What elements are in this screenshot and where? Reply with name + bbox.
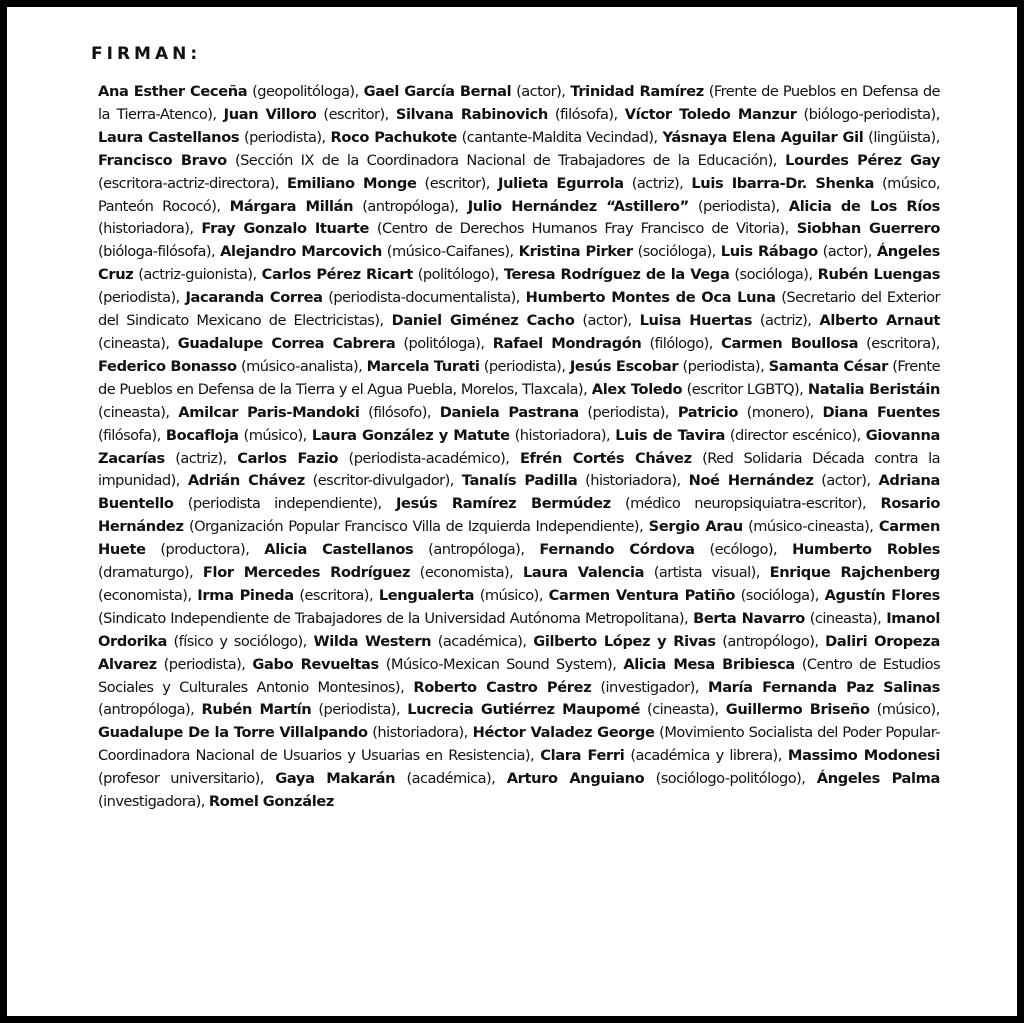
signatory-name: Samanta César: [768, 357, 889, 375]
signatory-description: (escritor-divulgador): [312, 472, 450, 490]
signatory-description: (médico neuropsiquiatra-escritor): [624, 495, 862, 513]
signatory-name: Alejandro Marcovich: [220, 243, 382, 261]
signatory-description: (actriz): [175, 449, 223, 467]
signatory-name: Guadalupe De la Torre Villalpando: [98, 724, 368, 742]
signatory-name: Ángeles Palma: [816, 770, 941, 788]
signatory-name: Irma Pineda: [197, 586, 294, 604]
signatory-description: (físico y sociólogo): [173, 632, 303, 650]
signatory-name: Kristina Pirker: [518, 243, 633, 261]
signatory-description: (Movimiento Socialista del Poder Popular-Coordinadora Nacional de Usuarios y Usuarias en Resistencia): [98, 724, 940, 765]
signatory-description: (economista): [98, 586, 188, 604]
signatory-name: Humberto Montes de Oca Luna: [525, 289, 776, 307]
signatory-description: (músico-cineasta): [748, 518, 870, 536]
signatory-description: (antropóloga): [428, 541, 521, 559]
signatory-name: Teresa Rodríguez de la Vega: [503, 266, 730, 284]
signatory-name: Gilberto López y Rivas: [533, 632, 716, 650]
signatory-description: (actor): [821, 472, 867, 490]
signatory-description: (filósofa): [98, 426, 157, 444]
signatory-description: (Sección IX de la Coordinadora Nacional de Trabajadores de la Educación): [234, 151, 773, 169]
signatory-name: Marcela Turati: [366, 357, 480, 375]
signatory-name: Imanol Ordorika: [98, 609, 941, 650]
signatory-description: (investigadora): [98, 793, 201, 811]
signatory-description: (actor): [822, 243, 868, 261]
signatory-name: Noé Hernández: [688, 472, 814, 490]
signatory-description: (músico-Caifanes): [386, 243, 510, 261]
signatory-name: Carlos Fazio: [237, 449, 339, 467]
signatory-description: (escritora): [299, 586, 369, 604]
signatories-paragraph: Ana Esther Ceceña (geopolitóloga), Gael García Bernal (actor), Trinidad Ramírez (Frente de Pueblos en Defensa de la Tierra-Atenco), Juan Villoro (escritor), Silvana Rabinovich (filósofa), Víctor Toledo Manzur (biólogo-periodista), Laura Castellanos (periodista), Roco Pachukote (cantante-Maldita Vecindad), Yásnaya Elena Aguilar Gil (lingüista), Francisco Bravo (Sección IX de la Coordinadora Nacional de Trabajadores de la Educación), Lourdes Pérez Gay (escritora-actriz-directora), Emiliano Monge (escritor), Julieta Egurrola (actriz), Luis Ibarra-Dr. Shenka (músico, Panteón Rococó), Márgara Millán (antropóloga), Julio Hernández “Astillero” (periodista), Alicia de Los Ríos (historiadora), Fray Gonzalo Ituarte (Centro de Derechos Humanos Fray Francisco de Vitoria), Siobhan Guerrero (bióloga-filósofa), Alejandro Marcovich (músico-Caifanes), Kristina Pirker (socióloga), Luis Rábago (actor), Ángeles Cruz (actriz-guionista), Carlos Pérez Ricart (politólogo), Teresa Rodríguez de la Vega (socióloga), Rubén Luengas (periodista), Jacaranda Correa (periodista-documentalista), Humberto Montes de Oca Luna (Secretario del Exterior del Sindicato Mexicano de Electricistas), Daniel Giménez Cacho (actor), Luisa Huertas (actriz), Alberto Arnaut (cineasta), Guadalupe Correa Cabrera (politóloga), Rafael Mondragón (filólogo), Carmen Boullosa (escritora), Federico Bonasso (músico-analista), Marcela Turati (periodista), Jesús Escobar (periodista), Samanta César (Frente de Pueblos en Defensa de la Tierra y el Agua Puebla, Morelos, Tlaxcala), Alex Toledo (escritor LGBTQ), Natalia Beristáin (cineasta), Amilcar Paris-Mandoki (filósofo), Daniela Pastrana (periodista), Patricio (monero), Diana Fuentes (filósofa), Bocafloja (músico), Laura González y Matute (historiadora), Luis de Tavira (director escénico), Giovanna Zacarías (actriz), Carlos Fazio (periodista-académico), Efrén Cortés Chávez (Red Solidaria Década contra la impunidad), Adrián Chávez (escritor-divulgador), Tanalís Padilla (historiadora), Noé Hernández (actor), Adriana Buentello (periodista independiente), Jesús Ramírez Bermúdez (médico neuropsiquiatra-escritor), Rosario Hernández (Organización Popular Francisco Villa de Izquierda Independiente), Sergio Arau (músico-cineasta), Carmen Huete (productora), Alicia Castellanos (antropóloga), Fernando Córdova (ecólogo), Humberto Robles (dramaturgo), Flor Mercedes Rodríguez (economista), Laura Valencia (artista visual), Enrique Rajchenberg (economista), Irma Pineda (escritora), Lengualerta (músico), Carmen Ventura Patiño (socióloga), Agustín Flores (Sindicato Independiente de Trabajadores de la Universidad Autónoma Metropolitana), Berta Navarro (cineasta), Imanol Ordorika (físico y sociólogo), Wilda Western (académica), Gilberto López y Rivas (antropólogo), Daliri Oropeza Alvarez (periodista), Gabo Revueltas (Músico-Mexican Sound System), Alicia Mesa Bribiesca (Centro de Estudios Sociales y Culturales Antonio Montesinos), Roberto Castro Pérez (investigador), María Fernanda Paz Salinas (antropóloga), Rubén Martín (periodista), Lucrecia Gutiérrez Maupomé (cineasta), Guillermo Briseño (músico), Guadalupe De la Torre Villalpando (historiadora), Héctor Valadez George (Movimiento Socialista del Poder Popular-Coordinadora Nacional de Usuarios y Usuarias en Resistencia), Clara Ferri (académica y librera), Massimo Modonesi (profesor universitario), Gaya Makarán (académica), Arturo Anguiano (sociólogo-politólogo), Ángeles Palma (investigadora), Romel González: [98, 83, 941, 811]
signatory-name: Luis de Tavira: [615, 426, 725, 444]
signatory-description: (Sindicato Independiente de Trabajadores de la Universidad Autónoma Metropolitana): [98, 609, 685, 627]
signatory-description: (Organización Popular Francisco Villa de Izquierda Independiente): [188, 518, 640, 536]
signatory-description: (socióloga): [740, 586, 815, 604]
signatory-name: Gaya Makarán: [275, 770, 396, 788]
signatory-name: Luis Rábago: [720, 243, 818, 261]
signatory-name: Lengualerta: [378, 586, 475, 604]
signatory-name: Daniela Pastrana: [439, 403, 579, 421]
signatory-name: Alberto Arnaut: [819, 312, 941, 330]
signatory-name: Ana Esther Ceceña: [98, 83, 248, 100]
signatory-name: Héctor Valadez George: [472, 724, 655, 742]
signatory-description: (historiadora): [585, 472, 677, 490]
signatory-description: (actriz-guionista): [138, 266, 253, 284]
signatory-name: Alicia Castellanos: [264, 541, 414, 559]
signatory-name: Wilda Western: [313, 632, 432, 650]
signatory-description: (monero): [746, 403, 810, 421]
signatory-description: (politólogo): [417, 266, 495, 284]
signatory-name: Yásnaya Elena Aguilar Gil: [662, 128, 864, 146]
signatory-description: (Frente de Pueblos en Defensa de la Tierra y el Agua Puebla, Morelos, Tlaxcala): [98, 357, 941, 398]
signatory-description: (investigador): [600, 678, 695, 696]
signatory-name: Agustín Flores: [824, 586, 940, 604]
signatory-name: Humberto Robles: [792, 541, 941, 559]
signatory-name: Julio Hernández “Astillero”: [467, 197, 689, 215]
signatory-name: Fernando Córdova: [539, 541, 695, 559]
signatory-name: Daniel Giménez Cacho: [391, 312, 575, 330]
signatory-description: (filósofo): [368, 403, 427, 421]
signatory-name: Massimo Modonesi: [787, 747, 941, 765]
signatory-name: Sergio Arau: [648, 518, 743, 536]
signatory-name: Fray Gonzalo Ituarte: [201, 220, 370, 238]
signatory-description: (historiadora): [514, 426, 607, 444]
signatory-description: (socióloga): [734, 266, 809, 284]
signatory-name: Gabo Revueltas: [252, 655, 379, 673]
signatory-description: (economista): [419, 564, 510, 582]
signatory-description: (Centro de Estudios Sociales y Culturales Antonio Montesinos): [98, 655, 941, 696]
signatory-name: María Fernanda Paz Salinas: [708, 678, 941, 696]
signatory-description: (Músico-Mexican Sound System): [385, 655, 613, 673]
signatory-description: (dramaturgo): [98, 564, 190, 582]
signatory-description: (Centro de Derechos Humanos Fray Francisco de Vitoria): [376, 220, 785, 238]
signatory-name: Federico Bonasso: [98, 357, 237, 375]
signatory-description: (escritora-actriz-directora): [98, 174, 275, 192]
signatory-name: Julieta Egurrola: [497, 174, 624, 192]
signatory-name: Efrén Cortés Chávez: [519, 449, 692, 467]
signatory-description: (periodista): [318, 701, 396, 719]
signatory-name: Giovanna Zacarías: [98, 426, 940, 467]
signatory-name: Siobhan Guerrero: [796, 220, 941, 238]
signatory-description: (escritor): [323, 105, 385, 123]
signatory-name: Márgara Millán: [229, 197, 354, 215]
signatory-name: Trinidad Ramírez: [570, 83, 704, 100]
signatory-description: (actriz): [759, 312, 808, 330]
signatory-name: Luis Ibarra-Dr. Shenka: [691, 174, 875, 192]
signatory-name: Rafael Mondragón: [492, 334, 642, 352]
signatory-name: Laura González y Matute: [311, 426, 510, 444]
signatory-description: (actor): [516, 83, 562, 100]
signatory-description: (músico): [479, 586, 539, 604]
signatory-description: (director escénico): [729, 426, 857, 444]
signatory-description: (filósofa): [554, 105, 614, 123]
signatory-description: (periodista): [98, 289, 176, 307]
signatory-description: (lingüista): [868, 128, 936, 146]
signatory-description: (escritora): [866, 334, 936, 352]
signatory-description: (socióloga): [637, 243, 712, 261]
signatory-description: (bióloga-filósofa): [98, 243, 211, 261]
signatory-description: (profesor universitario): [98, 770, 260, 788]
signatory-name: Emiliano Monge: [287, 174, 417, 192]
signatory-name: Laura Valencia: [522, 564, 645, 582]
signatory-name: Rosario Hernández: [98, 495, 941, 536]
signatory-description: (filólogo): [649, 334, 709, 352]
signatory-description: (músico-analista): [240, 357, 359, 375]
signatory-description: (músico): [876, 701, 936, 719]
signatory-description: (músico): [243, 426, 303, 444]
signatory-description: (periodista independiente): [187, 495, 378, 513]
signatory-name: Francisco Bravo: [98, 151, 227, 169]
signatory-name: Silvana Rabinovich: [395, 105, 548, 123]
signatory-name: Carlos Pérez Ricart: [261, 266, 413, 284]
signatory-name: Bocafloja: [165, 426, 239, 444]
signatory-description: (escritor): [424, 174, 486, 192]
signatory-name: Adrián Chávez: [187, 472, 305, 490]
signatory-name: Alex Toledo: [591, 380, 683, 398]
heading-firman: FIRMAN:: [91, 44, 202, 64]
signatory-description: (periodista-académico): [348, 449, 506, 467]
signatory-name: Rubén Martín: [201, 701, 312, 719]
signatory-description: (productora): [160, 541, 246, 559]
signatory-name: Carmen Huete: [98, 518, 941, 559]
signatory-description: (cantante-Maldita Vecindad): [461, 128, 654, 146]
signatory-description: (periodista): [163, 655, 242, 673]
signatory-description: (académica): [437, 632, 523, 650]
signatory-name: Laura Castellanos: [98, 128, 240, 146]
signatory-description: (historiadora): [98, 220, 190, 238]
signatory-description: (sociólogo-politólogo): [655, 770, 802, 788]
signatory-name: Rubén Luengas: [817, 266, 941, 284]
signatory-description: (artista visual): [653, 564, 756, 582]
signatory-name: Jacaranda Correa: [185, 289, 323, 307]
signatory-description: (actriz): [631, 174, 680, 192]
signatory-name: Natalia Beristáin: [807, 380, 941, 398]
signatory-name: Amilcar Paris-Mandoki: [178, 403, 360, 421]
signatory-name: Daliri Oropeza Alvarez: [98, 632, 941, 673]
signatory-description: (periodista): [483, 357, 562, 375]
signatory-description: (cineasta): [647, 701, 715, 719]
signatory-description: (actor): [582, 312, 628, 330]
signatory-name: Gael García Bernal: [363, 83, 512, 100]
signatory-description: (antropóloga): [98, 701, 191, 719]
signatory-description: (cineasta): [98, 403, 166, 421]
signatory-description: (periodista): [682, 357, 761, 375]
signatory-description: (Red Solidaria Década contra la impunidad): [98, 449, 941, 490]
signatory-name: Flor Mercedes Rodríguez: [202, 564, 411, 582]
signatory-name: Lucrecia Gutiérrez Maupomé: [407, 701, 641, 719]
signatory-name: Romel González: [208, 793, 335, 811]
signatory-name: Víctor Toledo Manzur: [624, 105, 797, 123]
signatory-description: (geopolitóloga): [252, 83, 355, 100]
signatory-name: Tanalís Padilla: [461, 472, 578, 490]
signatory-name: Guadalupe Correa Cabrera: [177, 334, 396, 352]
signatory-name: Adriana Buentello: [98, 472, 941, 513]
signatory-description: (Frente de Pueblos en Defensa de la Tierra-Atenco): [98, 83, 940, 123]
signatory-name: Roco Pachukote: [330, 128, 457, 146]
signatory-description: (ecólogo): [709, 541, 773, 559]
signatory-description: (biólogo-periodista): [803, 105, 936, 123]
signatory-description: (escritor LGBTQ): [686, 380, 800, 398]
signatory-description: (historiadora): [372, 724, 464, 742]
signatory-name: Carmen Boullosa: [721, 334, 859, 352]
signatory-name: Carmen Ventura Patiño: [548, 586, 736, 604]
signatory-description: (académica): [406, 770, 492, 788]
signatory-description: (antropólogo): [722, 632, 815, 650]
signatory-description: (periodista): [697, 197, 776, 215]
signatory-description: (periodista-documentalista): [328, 289, 516, 307]
signatory-name: Guillermo Briseño: [725, 701, 870, 719]
signatory-description: (académica y librera): [630, 747, 778, 765]
signatory-name: Clara Ferri: [540, 747, 625, 765]
signatory-name: Roberto Castro Pérez: [413, 678, 592, 696]
signatory-description: (músico, Panteón Rococó): [98, 174, 940, 215]
signatory-description: (antropóloga): [362, 197, 455, 215]
signatory-name: Alicia Mesa Bribiesca: [623, 655, 795, 673]
signatory-name: Alicia de Los Ríos: [788, 197, 940, 215]
signatory-name: Luisa Huertas: [639, 312, 753, 330]
signatory-description: (cineasta): [809, 609, 878, 627]
signatory-description: (periodista): [243, 128, 322, 146]
signatory-name: Juan Villoro: [223, 105, 317, 123]
signatory-name: Jesús Ramírez Bermúdez: [395, 495, 611, 513]
signatory-name: Patricio: [677, 403, 739, 421]
signatory-name: Arturo Anguiano: [506, 770, 645, 788]
signatory-description: (Secretario del Exterior del Sindicato Mexicano de Electricistas): [98, 289, 940, 330]
signatory-name: Ángeles Cruz: [98, 243, 941, 284]
signatory-description: (politóloga): [403, 334, 481, 352]
signatory-name: Diana Fuentes: [822, 403, 941, 421]
signatory-name: Lourdes Pérez Gay: [785, 151, 940, 169]
signatory-description: (cineasta): [98, 334, 166, 352]
signatory-name: Enrique Rajchenberg: [769, 564, 940, 582]
signatory-name: Berta Navarro: [693, 609, 805, 627]
signatory-name: Jesús Escobar: [569, 357, 679, 375]
signatory-description: (periodista): [587, 403, 665, 421]
